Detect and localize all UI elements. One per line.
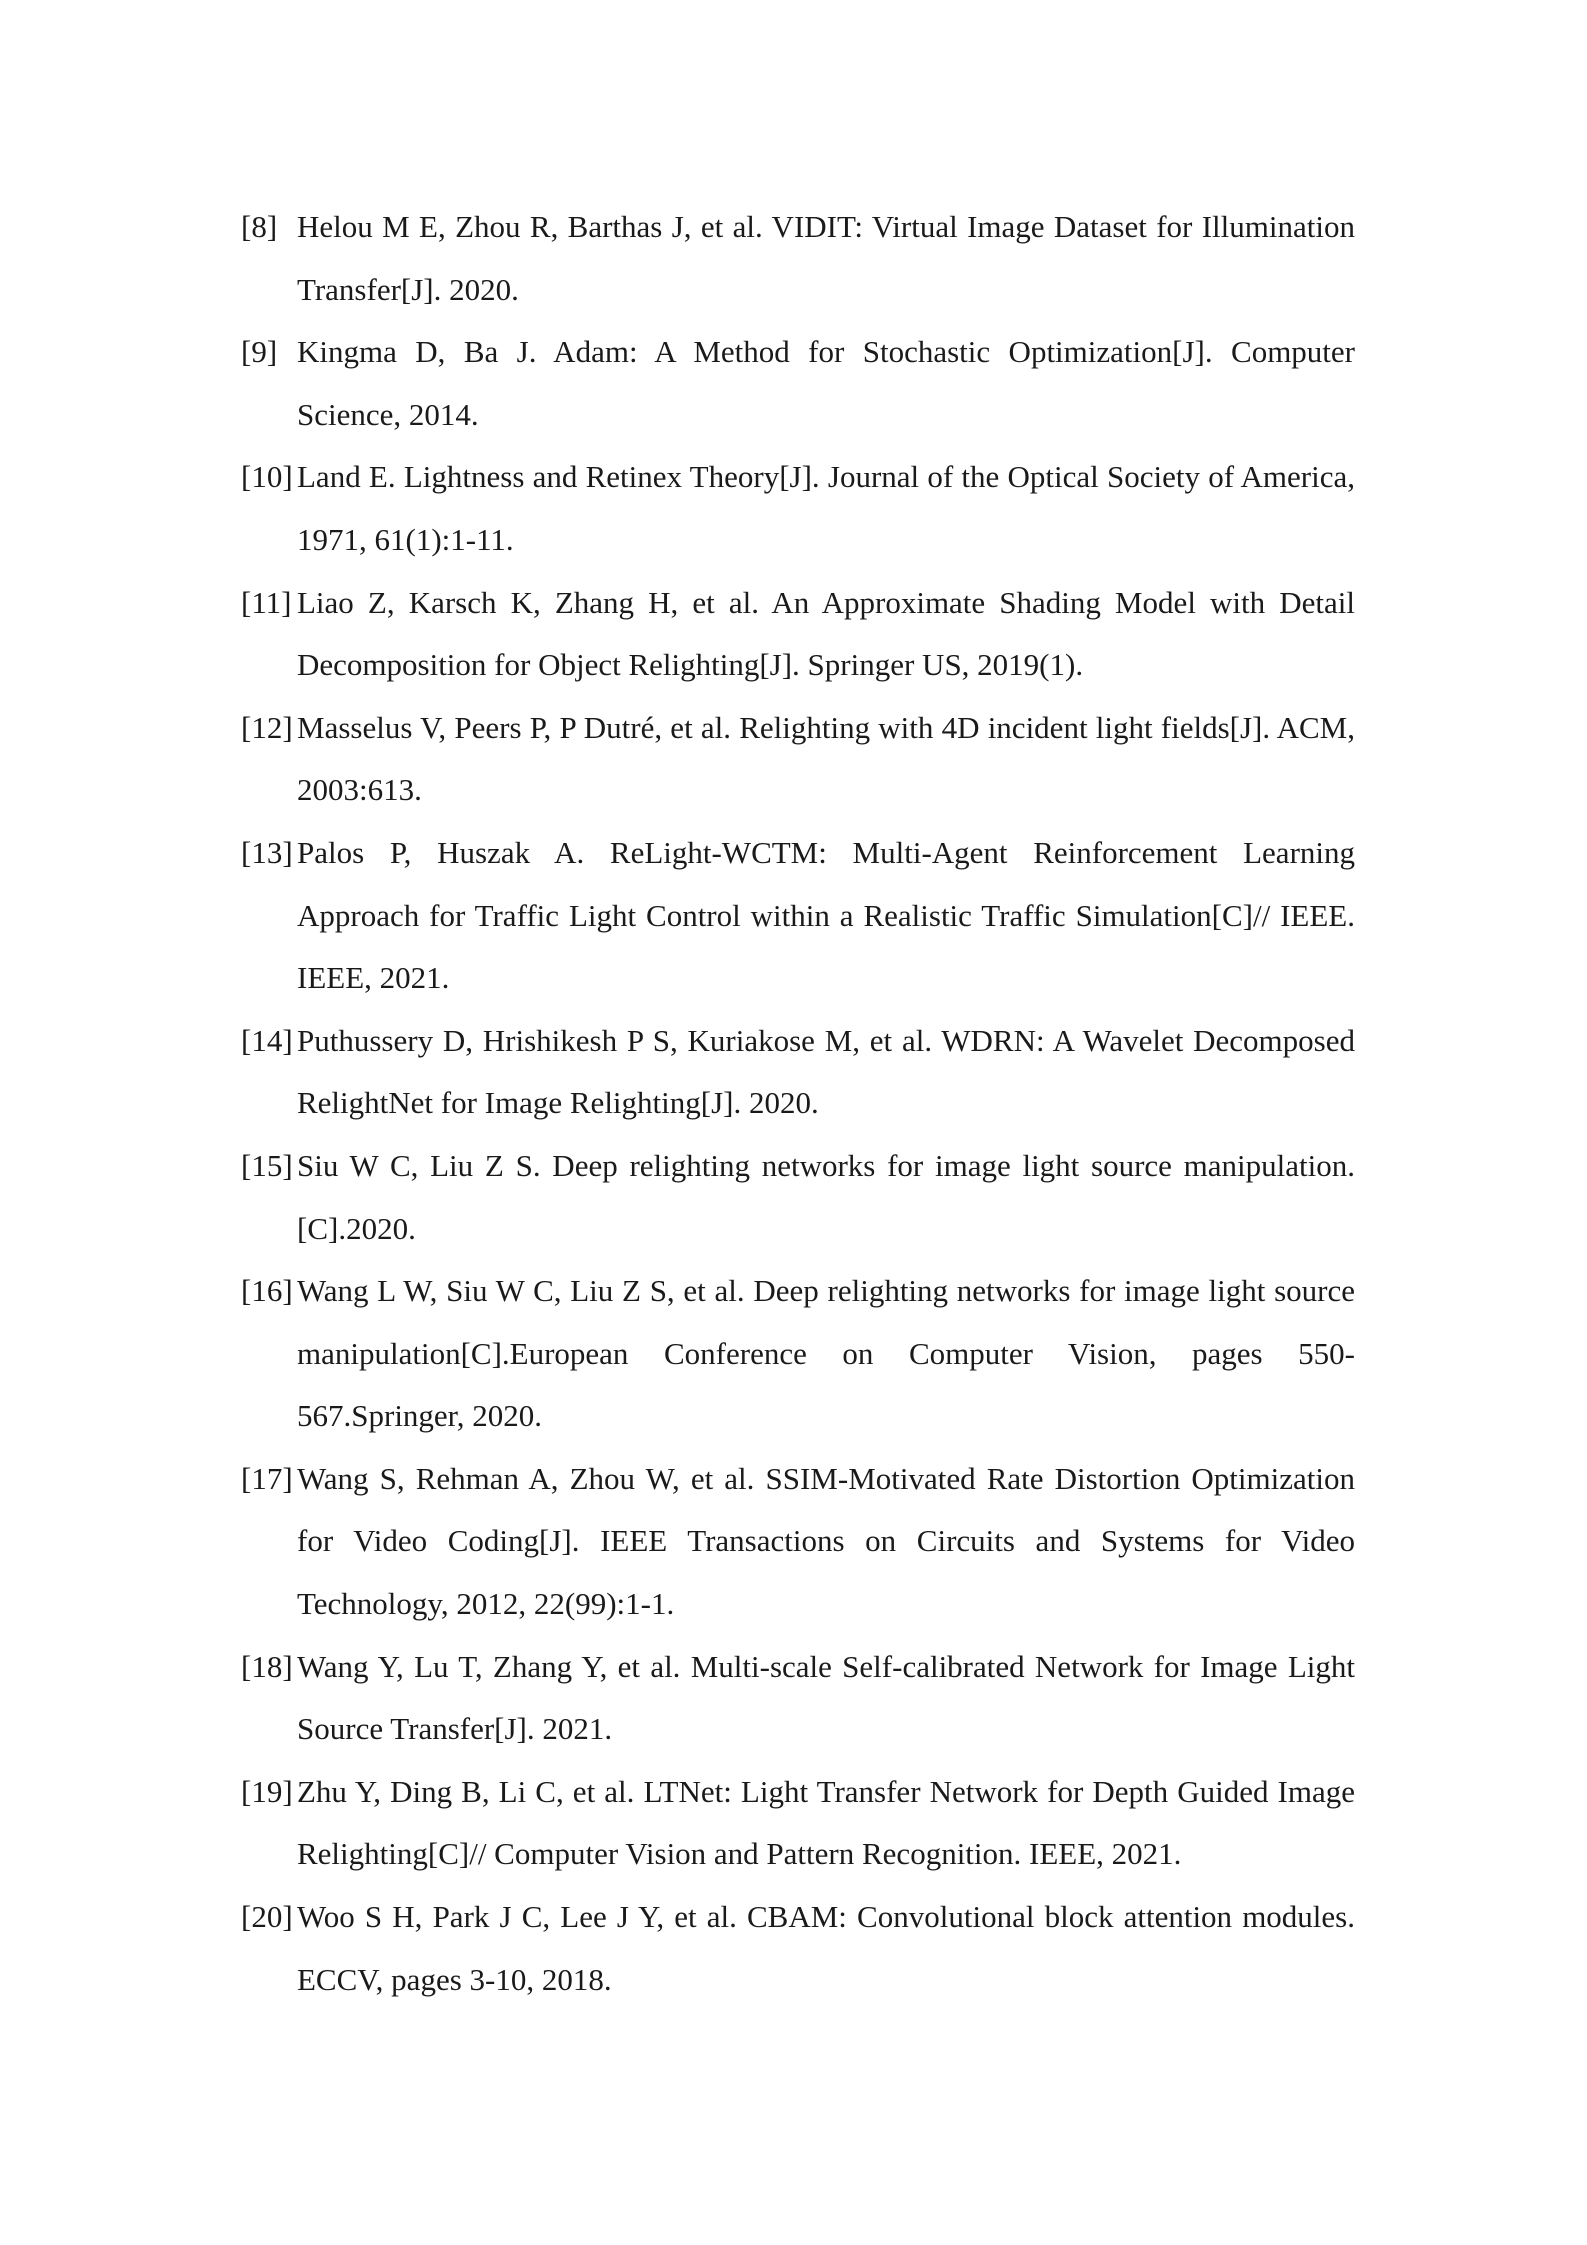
reference-item (241, 1135, 1355, 1260)
reference-item (241, 1761, 1355, 1886)
reference-text: Liao Z, Karsch K, Zhang H, et al. An Approximate Shading Model with Detail Decomposition for Object Relighting[J]. Springer US, 2019(1). (297, 584, 1355, 683)
reference-item (241, 1010, 1355, 1135)
reference-item (241, 572, 1355, 697)
reference-number: [13] (241, 834, 293, 870)
reference-number: [16] (241, 1273, 293, 1309)
reference-number: [20] (241, 1899, 293, 1935)
reference-text: Masselus V, Peers P, P Dutré, et al. Relighting with 4D incident light fields[J]. ACM, 2003:613. (297, 709, 1355, 808)
reference-text: Helou M E, Zhou R, Barthas J, et al. VIDIT: Virtual Image Dataset for Illumination Transfer[J]. 2020. (297, 209, 1355, 307)
reference-number: [14] (241, 1022, 293, 1058)
reference-item (241, 1636, 1355, 1761)
reference-number: [12] (241, 709, 293, 745)
reference-number: [10] (241, 459, 293, 495)
reference-text: Wang L W, Siu W C, Liu Z S, et al. Deep relighting networks for image light source manipulation[C].European Conference on Computer Vision, pages 550-567.Springer, 2020. (297, 1273, 1355, 1434)
reference-text: Puthussery D, Hrishikesh P S, Kuriakose M, et al. WDRN: A Wavelet Decomposed RelightNet for Image Relighting[J]. 2020. (297, 1022, 1355, 1121)
reference-text: Wang S, Rehman A, Zhou W, et al. SSIM-Motivated Rate Distortion Optimization for Video Coding[J]. IEEE Transactions on Circuits and Systems for Video Technology, 2012, 22(99):1-1. (297, 1460, 1355, 1622)
reference-item (241, 196, 1355, 321)
reference-item (241, 697, 1355, 822)
reference-number: [18] (241, 1648, 293, 1684)
reference-number: [17] (241, 1460, 293, 1496)
reference-number: [9] (241, 334, 278, 370)
reference-list (241, 196, 1355, 2011)
reference-item (241, 446, 1355, 571)
reference-number: [11] (241, 584, 292, 620)
reference-number: [19] (241, 1773, 293, 1809)
reference-item (241, 321, 1355, 446)
reference-number: [8] (241, 209, 278, 244)
reference-number: [15] (241, 1147, 293, 1183)
reference-text: Palos P, Huszak A. ReLight-WCTM: Multi-Agent Reinforcement Learning Approach for Traffic Light Control within a Realistic Traffic Simulation[C]// IEEE. IEEE, 2021. (297, 834, 1355, 996)
reference-text: Kingma D, Ba J. Adam: A Method for Stochastic Optimization[J]. Computer Science, 2014. (297, 334, 1355, 432)
reference-item (241, 1886, 1355, 2011)
reference-item (241, 1260, 1355, 1448)
reference-text: Wang Y, Lu T, Zhang Y, et al. Multi-scale Self-calibrated Network for Image Light Source Transfer[J]. 2021. (297, 1648, 1355, 1747)
reference-text: Woo S H, Park J C, Lee J Y, et al. CBAM: Convolutional block attention modules. ECCV, pages 3-10, 2018. (297, 1899, 1355, 1997)
reference-text: Land E. Lightness and Retinex Theory[J]. Journal of the Optical Society of America, 1971, 61(1):1-11. (297, 459, 1355, 557)
reference-text: Zhu Y, Ding B, Li C, et al. LTNet: Light Transfer Network for Depth Guided Image Relighting[C]// Computer Vision and Pattern Recognition. IEEE, 2021. (297, 1773, 1355, 1872)
reference-item (241, 822, 1355, 1010)
reference-text: Siu W C, Liu Z S. Deep relighting networks for image light source manipulation. [C].2020. (297, 1147, 1355, 1246)
reference-item (241, 1448, 1355, 1636)
